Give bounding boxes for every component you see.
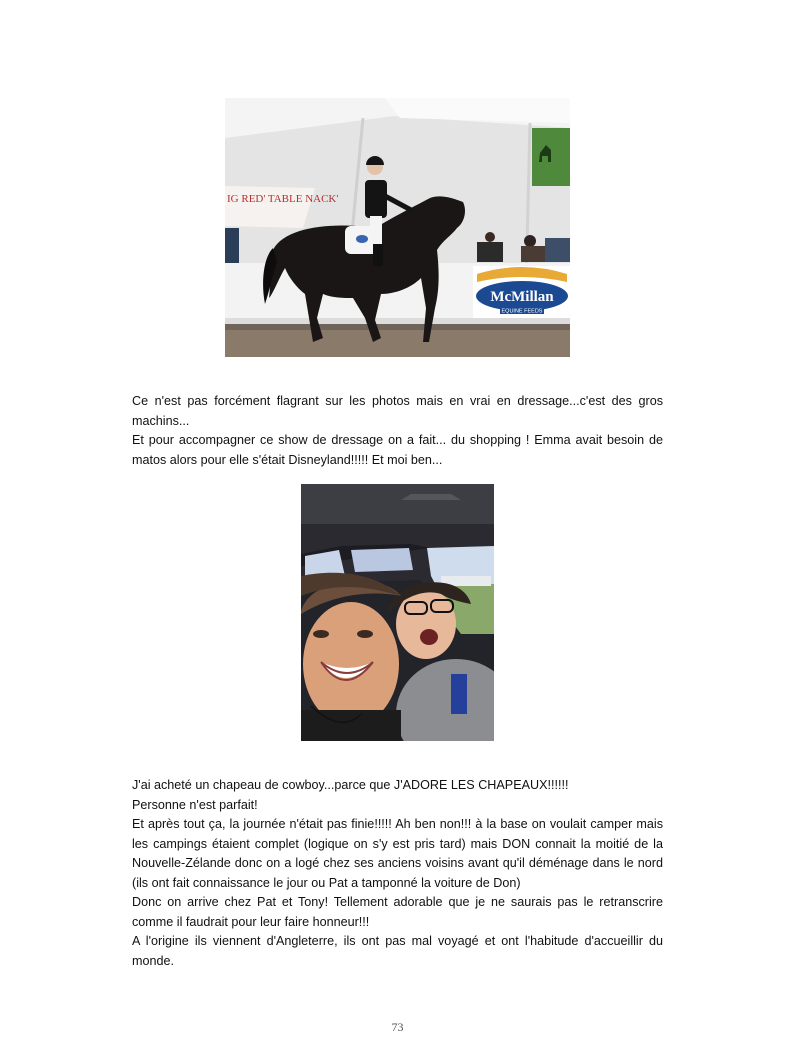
paragraph: A l'origine ils viennent d'Angleterre, ils ont pas mal voyagé et ont l'habitude d'accueillir du monde. <box>132 934 663 968</box>
paragraph: Et pour accompagner ce show de dressage on a fait... du shopping ! Emma avait besoin de matos alors pour elle s'était Disneyland!!!!! Et moi ben... <box>132 433 663 467</box>
paragraph: Personne n'est parfait! <box>132 797 258 812</box>
dressage-photo <box>225 98 570 357</box>
paragraph: Et après tout ça, la journée n'était pas finie!!!!! Ah ben non!!! à la base on voulait camper mais les campings étaient complet (logique on s'y est pris tard) mais DON connait la moitié de la Nouvelle-Zélande donc on a logé chez ses anciens voisins avant qu'il déménage dans le nord (ils ont fait connaissance le jour ou Pat a tamponné la voiture de Don) <box>132 817 663 890</box>
selfie-photo <box>301 484 494 741</box>
text-block-1 <box>132 392 663 470</box>
paragraph: Ce n'est pas forcément flagrant sur les photos mais en vrai en dressage...c'est des gros machins... <box>132 394 663 428</box>
sponsor-tagline: EQUINE FEEDS <box>501 308 543 315</box>
paragraph: Donc on arrive chez Pat et Tony! Tellement adorable que je ne saurais pas le retranscrire comme il faudrait pour leur faire honneur!!! <box>132 895 663 929</box>
page-number: 73 <box>391 1020 404 1034</box>
sponsor-logo-text: McMillan <box>490 289 554 305</box>
banner-text: IG RED' TABLE NACK' <box>227 193 339 205</box>
paragraph: J'ai acheté un chapeau de cowboy...parce que J'ADORE LES CHAPEAUX!!!!!! <box>132 778 569 792</box>
text-block-2 <box>132 776 663 971</box>
